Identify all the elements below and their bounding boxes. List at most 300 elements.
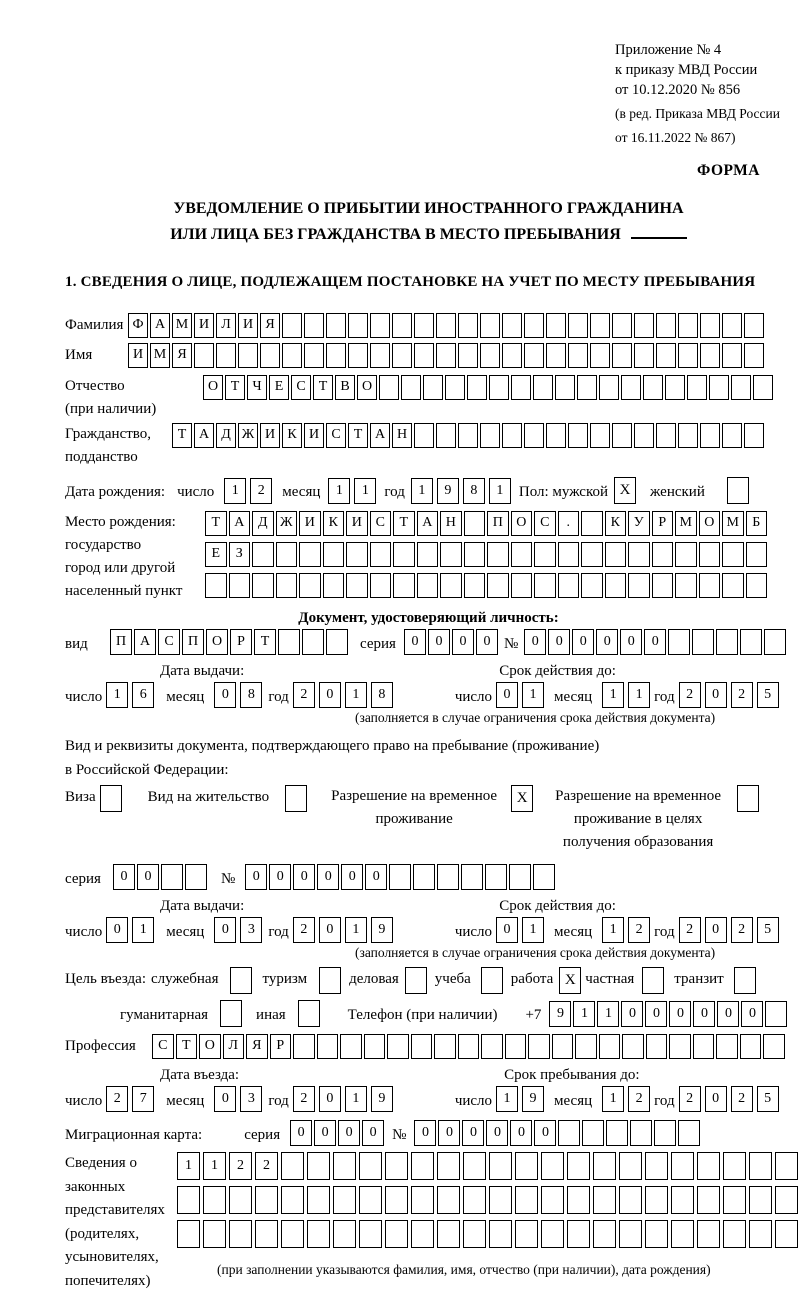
char-cell[interactable] (437, 1186, 460, 1214)
char-cell[interactable] (568, 343, 588, 368)
char-cell[interactable] (511, 542, 533, 567)
char-cell[interactable]: 0 (113, 864, 135, 890)
char-cell[interactable] (764, 629, 786, 655)
char-cell[interactable] (524, 423, 544, 448)
char-cell[interactable]: 0 (319, 682, 341, 708)
char-cell[interactable]: Т (254, 629, 276, 655)
char-cell[interactable]: П (110, 629, 132, 655)
char-cell[interactable]: 0 (693, 1001, 715, 1027)
char-cell[interactable] (487, 542, 509, 567)
char-cell[interactable] (590, 313, 610, 338)
char-cell[interactable] (348, 343, 368, 368)
char-cell[interactable]: И (260, 423, 280, 448)
char-cell[interactable] (385, 1186, 408, 1214)
char-cell[interactable]: 9 (371, 917, 393, 943)
char-cell[interactable] (619, 1152, 642, 1180)
char-cell[interactable] (546, 423, 566, 448)
char-cell[interactable]: 1 (522, 917, 544, 943)
char-cell[interactable] (485, 864, 507, 890)
char-cell[interactable]: 1 (328, 478, 350, 504)
char-cell[interactable] (678, 1120, 700, 1146)
char-cell[interactable] (370, 542, 392, 567)
char-cell[interactable] (348, 313, 368, 338)
char-cell[interactable] (238, 343, 258, 368)
char-cell[interactable] (282, 343, 302, 368)
char-cell[interactable] (744, 343, 764, 368)
char-cell[interactable] (317, 1034, 339, 1059)
char-cell[interactable] (458, 1034, 480, 1059)
char-cell[interactable] (749, 1152, 772, 1180)
char-cell[interactable]: С (152, 1034, 174, 1059)
char-cell[interactable]: 2 (679, 1086, 701, 1112)
char-cell[interactable] (203, 1186, 226, 1214)
char-cell[interactable] (411, 1034, 433, 1059)
char-cell[interactable]: 0 (293, 864, 315, 890)
char-cell[interactable] (722, 313, 742, 338)
char-cell[interactable] (161, 864, 183, 890)
char-cell[interactable] (437, 1220, 460, 1248)
char-cell[interactable]: 0 (596, 629, 618, 655)
char-cell[interactable]: А (370, 423, 390, 448)
char-cell[interactable]: О (199, 1034, 221, 1059)
char-cell[interactable] (645, 1152, 668, 1180)
char-cell[interactable] (533, 375, 553, 400)
char-cell[interactable] (255, 1220, 278, 1248)
char-cell[interactable] (487, 573, 509, 598)
char-cell[interactable] (346, 542, 368, 567)
char-cell[interactable] (722, 423, 742, 448)
char-cell[interactable] (656, 343, 676, 368)
char-cell[interactable]: 2 (255, 1152, 278, 1180)
char-cell[interactable]: П (182, 629, 204, 655)
char-cell[interactable] (552, 1034, 574, 1059)
char-cell[interactable] (652, 542, 674, 567)
char-cell[interactable] (307, 1220, 330, 1248)
char-cell[interactable] (282, 313, 302, 338)
char-cell[interactable] (528, 1034, 550, 1059)
char-cell[interactable] (177, 1186, 200, 1214)
char-cell[interactable] (656, 313, 676, 338)
char-cell[interactable] (671, 1220, 694, 1248)
char-cell[interactable] (304, 313, 324, 338)
char-cell[interactable] (299, 542, 321, 567)
char-cell[interactable]: 8 (463, 478, 485, 504)
char-cell[interactable]: 1 (628, 682, 650, 708)
edu-residence-permit-checkbox[interactable] (737, 785, 759, 812)
residence-permit-checkbox[interactable] (285, 785, 307, 812)
char-cell[interactable] (656, 423, 676, 448)
purpose-commercial-checkbox[interactable] (405, 967, 427, 994)
char-cell[interactable]: Я (172, 343, 192, 368)
char-cell[interactable]: И (128, 343, 148, 368)
char-cell[interactable]: 1 (489, 478, 511, 504)
char-cell[interactable] (276, 573, 298, 598)
char-cell[interactable] (436, 343, 456, 368)
char-cell[interactable] (675, 542, 697, 567)
char-cell[interactable]: 0 (338, 1120, 360, 1146)
char-cell[interactable] (697, 1152, 720, 1180)
char-cell[interactable] (643, 375, 663, 400)
char-cell[interactable] (489, 1220, 512, 1248)
char-cell[interactable] (612, 343, 632, 368)
char-cell[interactable] (434, 1034, 456, 1059)
char-cell[interactable] (278, 629, 300, 655)
char-cell[interactable] (392, 313, 412, 338)
char-cell[interactable]: 0 (245, 864, 267, 890)
char-cell[interactable] (709, 375, 729, 400)
char-cell[interactable] (413, 864, 435, 890)
char-cell[interactable] (675, 573, 697, 598)
char-cell[interactable]: 0 (645, 1001, 667, 1027)
char-cell[interactable]: 5 (757, 917, 779, 943)
char-cell[interactable]: 8 (240, 682, 262, 708)
char-cell[interactable]: Б (746, 511, 768, 536)
char-cell[interactable]: А (194, 423, 214, 448)
purpose-study-checkbox[interactable] (481, 967, 503, 994)
char-cell[interactable] (746, 542, 768, 567)
char-cell[interactable] (299, 573, 321, 598)
char-cell[interactable] (654, 1120, 676, 1146)
char-cell[interactable] (370, 313, 390, 338)
char-cell[interactable]: 5 (757, 1086, 779, 1112)
char-cell[interactable] (593, 1220, 616, 1248)
char-cell[interactable] (480, 313, 500, 338)
char-cell[interactable]: 2 (679, 682, 701, 708)
char-cell[interactable] (722, 542, 744, 567)
char-cell[interactable] (229, 1220, 252, 1248)
char-cell[interactable] (177, 1220, 200, 1248)
char-cell[interactable]: 9 (437, 478, 459, 504)
char-cell[interactable]: 0 (269, 864, 291, 890)
char-cell[interactable]: 2 (731, 1086, 753, 1112)
char-cell[interactable] (612, 423, 632, 448)
char-cell[interactable] (464, 542, 486, 567)
char-cell[interactable] (393, 573, 415, 598)
char-cell[interactable] (634, 313, 654, 338)
char-cell[interactable] (417, 542, 439, 567)
char-cell[interactable]: С (326, 423, 346, 448)
char-cell[interactable] (464, 511, 486, 536)
char-cell[interactable] (534, 542, 556, 567)
char-cell[interactable]: М (150, 343, 170, 368)
char-cell[interactable] (590, 343, 610, 368)
char-cell[interactable]: 2 (731, 682, 753, 708)
char-cell[interactable] (417, 573, 439, 598)
char-cell[interactable] (203, 1220, 226, 1248)
char-cell[interactable] (546, 313, 566, 338)
char-cell[interactable] (389, 864, 411, 890)
char-cell[interactable] (307, 1186, 330, 1214)
char-cell[interactable] (581, 542, 603, 567)
char-cell[interactable] (346, 573, 368, 598)
char-cell[interactable]: А (417, 511, 439, 536)
char-cell[interactable]: 7 (132, 1086, 154, 1112)
char-cell[interactable] (622, 1034, 644, 1059)
char-cell[interactable]: А (134, 629, 156, 655)
char-cell[interactable] (630, 1120, 652, 1146)
char-cell[interactable]: 0 (705, 682, 727, 708)
char-cell[interactable]: 9 (549, 1001, 571, 1027)
char-cell[interactable] (489, 375, 509, 400)
char-cell[interactable]: 1 (106, 682, 128, 708)
char-cell[interactable] (753, 375, 773, 400)
char-cell[interactable]: Р (230, 629, 252, 655)
char-cell[interactable] (323, 573, 345, 598)
char-cell[interactable] (467, 375, 487, 400)
char-cell[interactable]: Р (270, 1034, 292, 1059)
char-cell[interactable]: 1 (573, 1001, 595, 1027)
char-cell[interactable]: С (291, 375, 311, 400)
char-cell[interactable] (463, 1220, 486, 1248)
char-cell[interactable] (359, 1152, 382, 1180)
char-cell[interactable]: 1 (602, 1086, 624, 1112)
char-cell[interactable] (634, 343, 654, 368)
char-cell[interactable] (568, 313, 588, 338)
male-checkbox[interactable]: X (614, 477, 636, 504)
char-cell[interactable]: Р (652, 511, 674, 536)
char-cell[interactable] (775, 1220, 798, 1248)
char-cell[interactable]: 2 (293, 1086, 315, 1112)
char-cell[interactable]: 3 (240, 1086, 262, 1112)
char-cell[interactable]: 9 (522, 1086, 544, 1112)
char-cell[interactable] (304, 343, 324, 368)
char-cell[interactable]: М (172, 313, 192, 338)
char-cell[interactable]: 2 (731, 917, 753, 943)
char-cell[interactable] (722, 573, 744, 598)
char-cell[interactable]: 0 (741, 1001, 763, 1027)
char-cell[interactable] (716, 629, 738, 655)
char-cell[interactable]: 0 (341, 864, 363, 890)
char-cell[interactable]: 2 (229, 1152, 252, 1180)
char-cell[interactable]: А (229, 511, 251, 536)
char-cell[interactable] (326, 343, 346, 368)
char-cell[interactable] (599, 375, 619, 400)
char-cell[interactable] (323, 542, 345, 567)
char-cell[interactable] (326, 313, 346, 338)
char-cell[interactable] (605, 573, 627, 598)
char-cell[interactable]: 0 (548, 629, 570, 655)
char-cell[interactable]: 0 (621, 1001, 643, 1027)
char-cell[interactable] (440, 573, 462, 598)
char-cell[interactable] (558, 573, 580, 598)
char-cell[interactable] (593, 1152, 616, 1180)
char-cell[interactable]: 1 (496, 1086, 518, 1112)
char-cell[interactable]: 1 (522, 682, 544, 708)
char-cell[interactable] (326, 629, 348, 655)
char-cell[interactable] (669, 1034, 691, 1059)
char-cell[interactable] (722, 343, 742, 368)
char-cell[interactable] (568, 423, 588, 448)
char-cell[interactable]: 1 (345, 1086, 367, 1112)
char-cell[interactable] (558, 542, 580, 567)
char-cell[interactable] (593, 1186, 616, 1214)
purpose-transit-checkbox[interactable] (734, 967, 756, 994)
char-cell[interactable]: 0 (314, 1120, 336, 1146)
char-cell[interactable]: З (229, 542, 251, 567)
char-cell[interactable]: Л (216, 313, 236, 338)
char-cell[interactable]: Т (176, 1034, 198, 1059)
char-cell[interactable]: 0 (705, 1086, 727, 1112)
char-cell[interactable] (436, 423, 456, 448)
char-cell[interactable] (481, 1034, 503, 1059)
char-cell[interactable]: Л (223, 1034, 245, 1059)
char-cell[interactable] (775, 1186, 798, 1214)
char-cell[interactable]: Ж (238, 423, 258, 448)
char-cell[interactable] (423, 375, 443, 400)
char-cell[interactable]: 0 (534, 1120, 556, 1146)
char-cell[interactable]: 0 (452, 629, 474, 655)
char-cell[interactable] (515, 1152, 538, 1180)
char-cell[interactable]: 0 (137, 864, 159, 890)
char-cell[interactable] (458, 343, 478, 368)
char-cell[interactable]: 1 (597, 1001, 619, 1027)
char-cell[interactable] (333, 1186, 356, 1214)
char-cell[interactable] (480, 423, 500, 448)
char-cell[interactable]: 0 (438, 1120, 460, 1146)
char-cell[interactable]: Т (172, 423, 192, 448)
visa-checkbox[interactable] (100, 785, 122, 812)
char-cell[interactable]: И (346, 511, 368, 536)
char-cell[interactable]: 0 (476, 629, 498, 655)
female-checkbox[interactable] (727, 477, 749, 504)
char-cell[interactable]: Ж (276, 511, 298, 536)
char-cell[interactable] (437, 1152, 460, 1180)
char-cell[interactable] (612, 313, 632, 338)
char-cell[interactable]: 0 (496, 682, 518, 708)
purpose-private-checkbox[interactable] (642, 967, 664, 994)
char-cell[interactable]: 2 (293, 917, 315, 943)
char-cell[interactable] (606, 1120, 628, 1146)
char-cell[interactable] (302, 629, 324, 655)
char-cell[interactable]: 0 (572, 629, 594, 655)
char-cell[interactable]: О (511, 511, 533, 536)
char-cell[interactable] (436, 313, 456, 338)
char-cell[interactable]: 1 (345, 682, 367, 708)
char-cell[interactable] (628, 573, 650, 598)
char-cell[interactable] (333, 1220, 356, 1248)
char-cell[interactable] (445, 375, 465, 400)
char-cell[interactable]: С (370, 511, 392, 536)
char-cell[interactable]: 0 (644, 629, 666, 655)
char-cell[interactable] (723, 1186, 746, 1214)
char-cell[interactable]: И (194, 313, 214, 338)
char-cell[interactable] (652, 573, 674, 598)
char-cell[interactable] (581, 511, 603, 536)
char-cell[interactable] (746, 573, 768, 598)
char-cell[interactable] (723, 1220, 746, 1248)
char-cell[interactable] (697, 1220, 720, 1248)
char-cell[interactable] (567, 1220, 590, 1248)
char-cell[interactable] (252, 542, 274, 567)
char-cell[interactable] (216, 343, 236, 368)
char-cell[interactable]: 0 (462, 1120, 484, 1146)
char-cell[interactable] (605, 542, 627, 567)
char-cell[interactable]: К (605, 511, 627, 536)
char-cell[interactable]: 0 (365, 864, 387, 890)
purpose-humanitarian-checkbox[interactable] (220, 1000, 242, 1027)
char-cell[interactable]: И (238, 313, 258, 338)
char-cell[interactable]: И (304, 423, 324, 448)
char-cell[interactable] (437, 864, 459, 890)
char-cell[interactable] (740, 629, 762, 655)
char-cell[interactable]: А (150, 313, 170, 338)
char-cell[interactable]: 0 (290, 1120, 312, 1146)
char-cell[interactable]: 1 (602, 682, 624, 708)
char-cell[interactable]: 0 (319, 1086, 341, 1112)
char-cell[interactable] (385, 1152, 408, 1180)
char-cell[interactable] (687, 375, 707, 400)
char-cell[interactable]: О (699, 511, 721, 536)
char-cell[interactable]: 2 (679, 917, 701, 943)
char-cell[interactable] (533, 864, 555, 890)
char-cell[interactable] (185, 864, 207, 890)
char-cell[interactable] (699, 573, 721, 598)
char-cell[interactable]: 1 (203, 1152, 226, 1180)
char-cell[interactable] (458, 423, 478, 448)
char-cell[interactable] (411, 1152, 434, 1180)
char-cell[interactable] (359, 1220, 382, 1248)
char-cell[interactable] (252, 573, 274, 598)
char-cell[interactable] (668, 629, 690, 655)
char-cell[interactable] (463, 1152, 486, 1180)
char-cell[interactable] (621, 375, 641, 400)
char-cell[interactable]: 0 (524, 629, 546, 655)
char-cell[interactable] (582, 1120, 604, 1146)
char-cell[interactable]: Т (205, 511, 227, 536)
char-cell[interactable] (731, 375, 751, 400)
char-cell[interactable] (744, 313, 764, 338)
char-cell[interactable]: 2 (250, 478, 272, 504)
char-cell[interactable] (502, 343, 522, 368)
char-cell[interactable]: 8 (371, 682, 393, 708)
purpose-other-checkbox[interactable] (298, 1000, 320, 1027)
char-cell[interactable]: 1 (345, 917, 367, 943)
char-cell[interactable]: Н (440, 511, 462, 536)
char-cell[interactable]: 0 (106, 917, 128, 943)
char-cell[interactable]: 0 (486, 1120, 508, 1146)
char-cell[interactable]: 5 (757, 682, 779, 708)
char-cell[interactable]: 6 (132, 682, 154, 708)
char-cell[interactable] (693, 1034, 715, 1059)
char-cell[interactable] (333, 1152, 356, 1180)
char-cell[interactable]: Т (348, 423, 368, 448)
char-cell[interactable] (575, 1034, 597, 1059)
char-cell[interactable] (567, 1152, 590, 1180)
char-cell[interactable] (749, 1220, 772, 1248)
char-cell[interactable] (205, 573, 227, 598)
char-cell[interactable] (194, 343, 214, 368)
char-cell[interactable] (740, 1034, 762, 1059)
char-cell[interactable]: О (357, 375, 377, 400)
char-cell[interactable] (599, 1034, 621, 1059)
char-cell[interactable] (414, 423, 434, 448)
char-cell[interactable] (502, 313, 522, 338)
char-cell[interactable] (480, 343, 500, 368)
char-cell[interactable]: 2 (293, 682, 315, 708)
char-cell[interactable]: 0 (510, 1120, 532, 1146)
char-cell[interactable] (281, 1220, 304, 1248)
char-cell[interactable]: 9 (371, 1086, 393, 1112)
char-cell[interactable] (392, 343, 412, 368)
char-cell[interactable] (387, 1034, 409, 1059)
char-cell[interactable] (364, 1034, 386, 1059)
char-cell[interactable]: Я (246, 1034, 268, 1059)
char-cell[interactable]: Ф (128, 313, 148, 338)
char-cell[interactable] (229, 573, 251, 598)
char-cell[interactable]: 1 (132, 917, 154, 943)
char-cell[interactable]: 0 (705, 917, 727, 943)
char-cell[interactable] (558, 1120, 580, 1146)
